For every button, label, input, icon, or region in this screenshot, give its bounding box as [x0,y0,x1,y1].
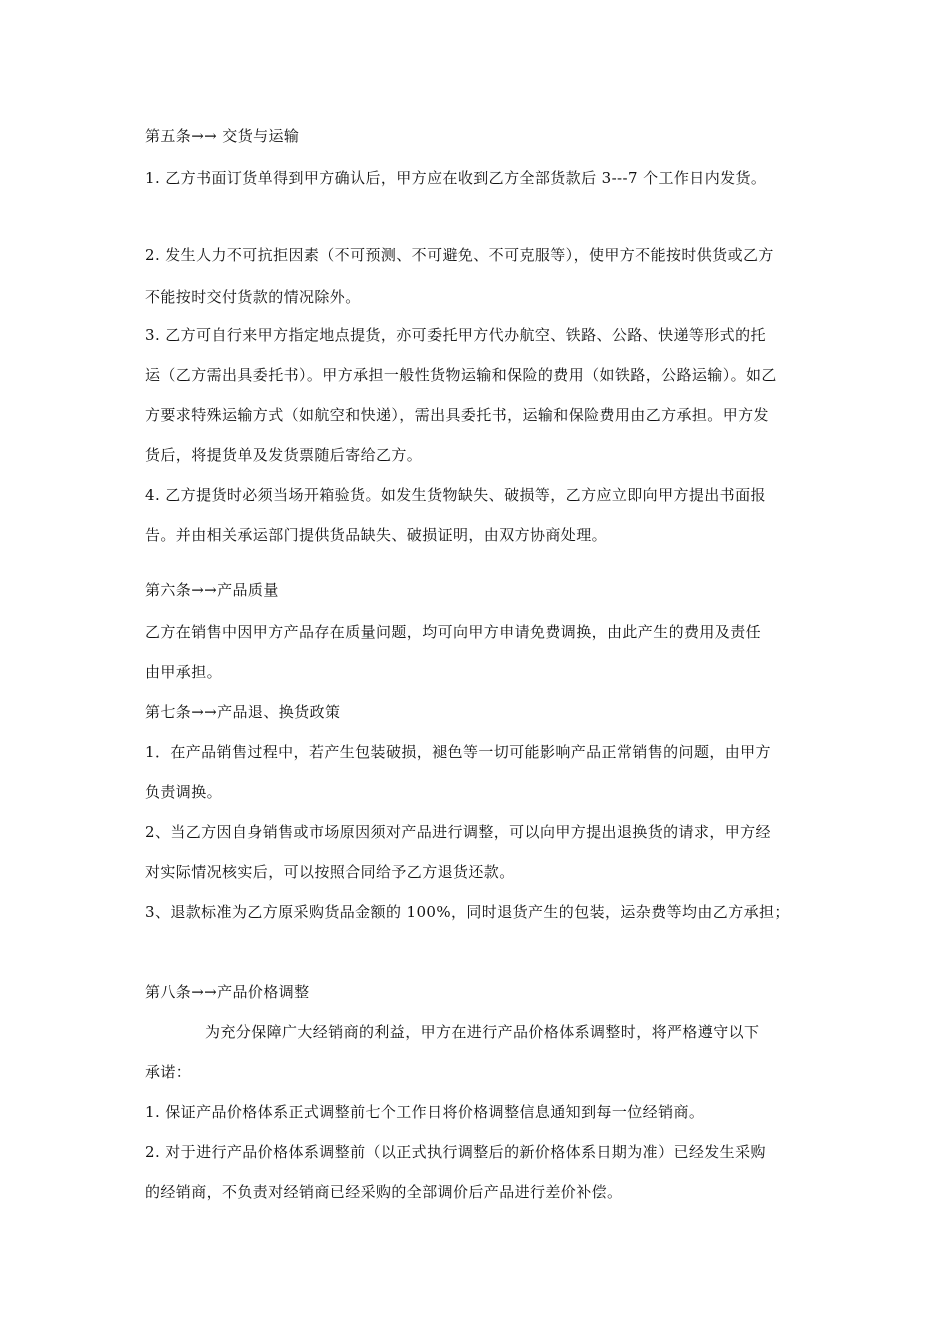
paragraph-line: 1．在产品销售过程中，若产生包装破损，褪色等一切可能影响产品正常销售的问题，由甲方 [145,743,771,761]
paragraph-line: 负责调换。 [145,783,223,801]
paragraph-line: 的经销商，不负责对经销商已经采购的全部调价后产品进行差价补偿。 [145,1183,623,1201]
paragraph-line: 对实际情况核实后，可以按照合同给予乙方退货还款。 [145,863,515,881]
article-5-heading: 第五条→→ 交货与运输 [145,127,300,145]
article-6-heading: 第六条→→产品质量 [145,581,279,599]
paragraph-line: 乙方在销售中因甲方产品存在质量问题，均可向甲方申请免费调换，由此产生的费用及责任 [145,623,762,641]
paragraph-line: 由甲承担。 [145,663,223,681]
paragraph-line: 为充分保障广大经销商的利益，甲方在进行产品价格体系调整时，将严格遵守以下 [205,1023,760,1041]
paragraph-line: 方要求特殊运输方式（如航空和快递），需出具委托书，运输和保险费用由乙方承担。甲方发 [145,406,769,424]
paragraph-line: 2、当乙方因自身销售或市场原因须对产品进行调整，可以向甲方提出退换货的请求，甲方经 [145,823,771,841]
paragraph-line: 2. 对于进行产品价格体系调整前（以正式执行调整后的新价格体系日期为准）已经发生采购 [145,1143,766,1161]
paragraph-line: 货后，将提货单及发货票随后寄给乙方。 [145,446,423,464]
paragraph-line: 承诺： [145,1063,192,1081]
paragraph-line: 运（乙方需出具委托书）。甲方承担一般性货物运输和保险的费用（如铁路，公路运输）。如乙 [145,366,777,384]
paragraph-line: 4. 乙方提货时必须当场开箱验货。如发生货物缺失、破损等，乙方应立即向甲方提出书面报 [145,486,766,504]
paragraph-line: 3. 乙方可自行来甲方指定地点提货，亦可委托甲方代办航空、铁路、公路、快递等形式的托 [145,326,766,344]
paragraph-line: 1. 乙方书面订货单得到甲方确认后，甲方应在收到乙方全部货款后 3---7 个工作日内发货。 [145,169,767,187]
paragraph-line: 3、退款标准为乙方原采购货品金额的 100%，同时退货产生的包装，运杂费等均由乙方承担； [145,903,790,921]
article-7-heading: 第七条→→产品退、换货政策 [145,703,341,721]
article-8-heading: 第八条→→产品价格调整 [145,983,310,1001]
paragraph-line: 2. 发生人力不可抗拒因素（不可预测、不可避免、不可克服等），使甲方不能按时供货或乙方 [145,246,774,264]
paragraph-line: 告。并由相关承运部门提供货品缺失、破损证明，由双方协商处理。 [145,526,608,544]
paragraph-line: 不能按时交付货款的情况除外。 [145,288,361,306]
paragraph-line: 1. 保证产品价格体系正式调整前七个工作日将价格调整信息通知到每一位经销商。 [145,1103,705,1121]
